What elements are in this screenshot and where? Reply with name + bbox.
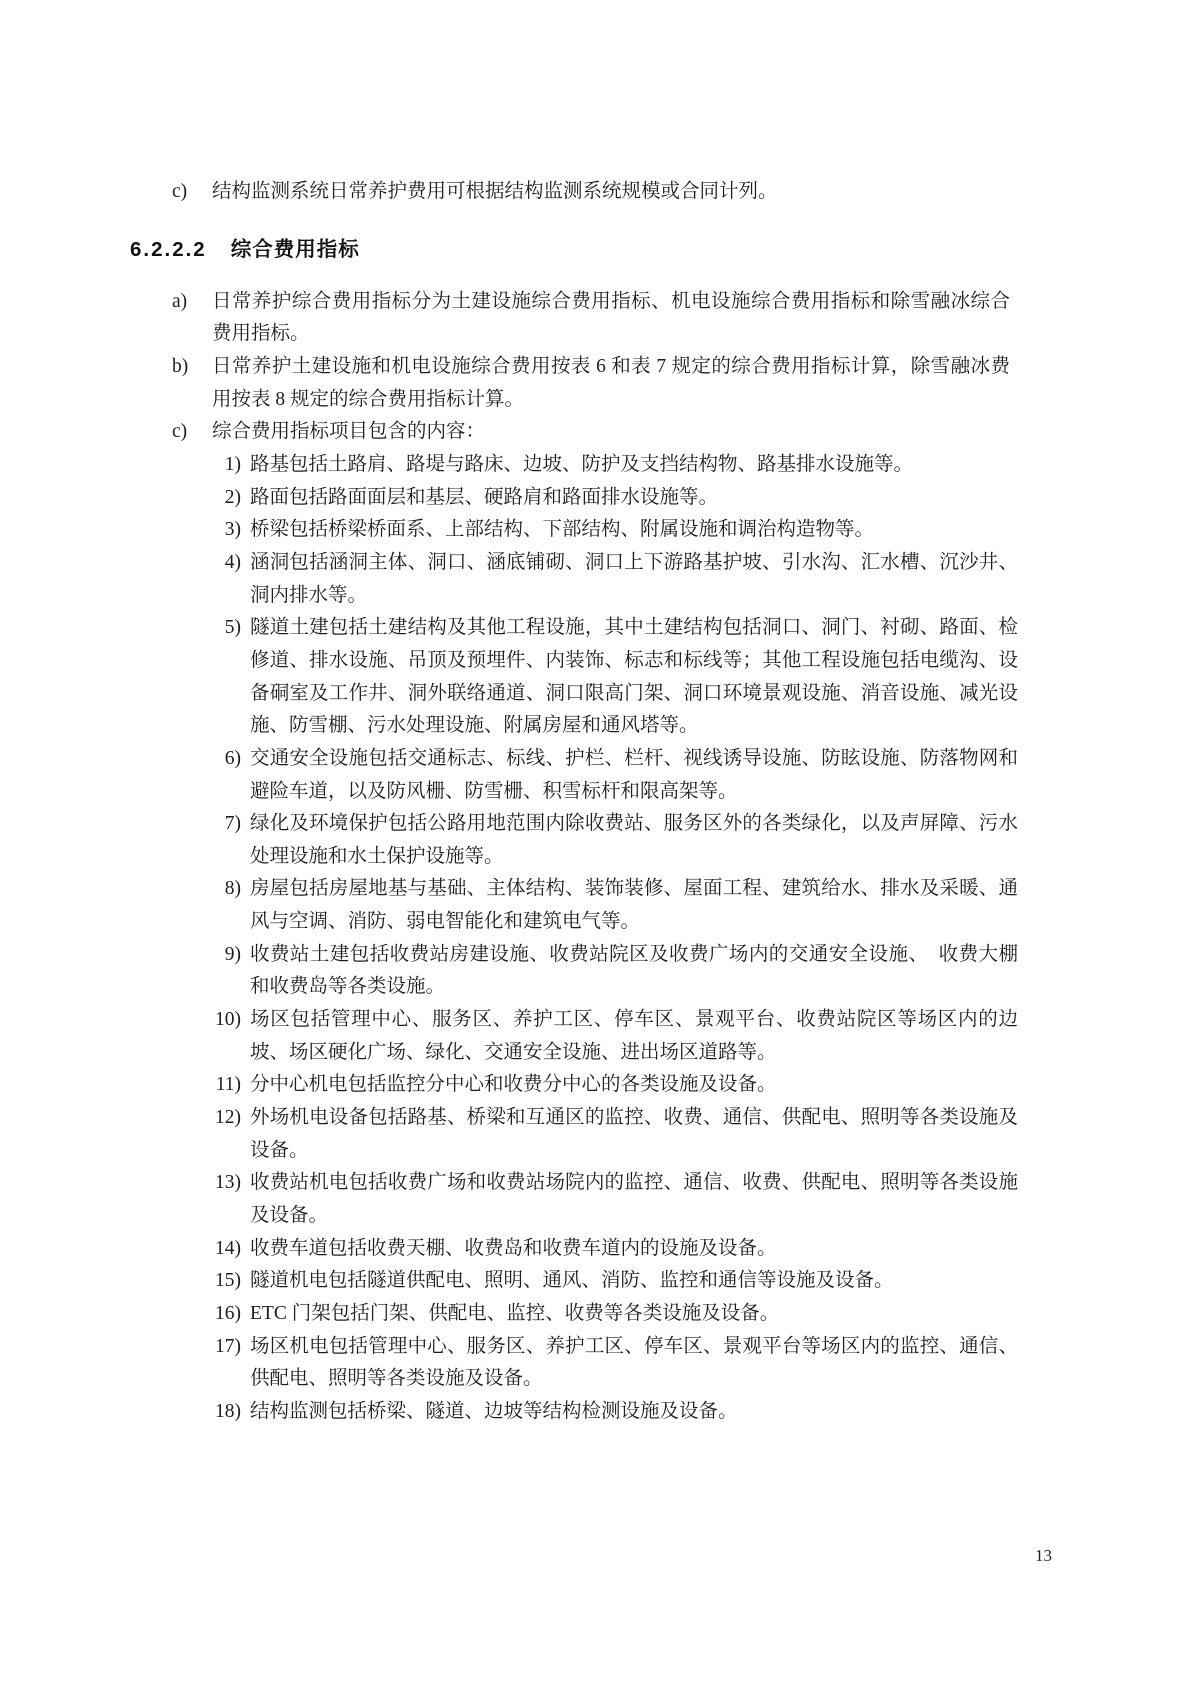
- list-item-text: 隧道机电包括隧道供配电、照明、通风、消防、监控和通信等设施及设备。: [250, 1270, 894, 1292]
- list-item-text: 场区包括管理中心、服务区、养护工区、停车区、景观平台、收费站院区等场区内的边坡、场区硬化广场、绿化、交通安全设施、进出场区道路等。: [250, 1009, 1018, 1063]
- list-item-text: 收费车道包括收费天棚、收费岛和收费车道内的设施及设备。: [250, 1237, 777, 1259]
- list-item-label: c): [172, 421, 188, 443]
- page-number: 13: [1035, 1546, 1052, 1565]
- list-item-text: 路基包括土路肩、路堤与路床、边坡、防护及支挡结构物、路基排水设施等。: [250, 453, 914, 475]
- list-item-label: 3): [224, 519, 241, 541]
- list-item-label: 1): [224, 453, 241, 475]
- list-item-text: 日常养护综合费用指标分为土建设施综合费用指标、机电设施综合费用指标和除雪融冰综合费用指标。: [212, 290, 1010, 345]
- list-item-label: 14): [215, 1237, 241, 1259]
- list-item-label: 4): [224, 551, 241, 573]
- list-item-label: 6): [224, 747, 241, 769]
- list-item-9: [0, 939, 1190, 1004]
- list-item-text: 外场机电设备包括路基、桥梁和互通区的监控、收费、通信、供配电、照明等各类设施及设备。: [250, 1107, 1018, 1161]
- list-item-label: 11): [215, 1074, 241, 1096]
- list-item-label: 8): [224, 878, 241, 900]
- list-item-label: b): [172, 355, 189, 377]
- list-item-14: [0, 1233, 1190, 1266]
- list-item-text: 桥梁包括桥梁桥面系、上部结构、下部结构、附属设施和调治构造物等。: [250, 519, 875, 541]
- list-item-text: 分中心机电包括监控分中心和收费分中心的各类设施及设备。: [250, 1074, 777, 1096]
- list-item-label: c): [172, 181, 188, 202]
- list-item-intro-c: [0, 176, 1190, 209]
- section-number: 6.2.2.2: [130, 237, 207, 261]
- list-item-text: ETC 门架包括门架、供配电、监控、收费等各类设施及设备。: [250, 1303, 780, 1324]
- list-item-text: 结构监测包括桥梁、隧道、边坡等结构检测设施及设备。: [250, 1400, 738, 1422]
- list-item-a: [0, 286, 1190, 351]
- list-item-17: [0, 1331, 1190, 1396]
- list-item-3: [0, 514, 1190, 547]
- list-item-text: 路面包括路面面层和基层、硬路肩和路面排水设施等。: [250, 486, 719, 508]
- list-item-label: 9): [224, 943, 241, 965]
- list-item-text: 日常养护土建设施和机电设施综合费用按表 6 和表 7 规定的综合费用指标计算，除雪融冰费用按表 8 规定的综合费用指标计算。: [212, 355, 1010, 410]
- list-item-label: 2): [224, 486, 241, 508]
- section-title: 综合费用指标: [230, 237, 360, 261]
- list-item-text: 场区机电包括管理中心、服务区、养护工区、停车区、景观平台等场区内的监控、通信、供配电、照明等各类设施及设备。: [250, 1335, 1018, 1390]
- page-content: [0, 176, 1190, 1429]
- list-item-7: [0, 808, 1190, 873]
- list-item-text: 收费站机电包括收费广场和收费站场院内的监控、通信、收费、供配电、照明等各类设施及设备。: [250, 1172, 1018, 1227]
- list-item-text: 结构监测系统日常养护费用可根据结构监测系统规模或合同计列。: [212, 181, 778, 202]
- list-item-label: 15): [215, 1270, 241, 1292]
- list-item-text: 隧道土建包括土建结构及其他工程设施，其中土建结构包括洞口、洞门、衬砌、路面、检修道、排水设施、吊顶及预埋件、内装饰、标志和标线等；其他工程设施包括电缆沟、设备硐室及工作井、洞外联络通道、洞口限高门架、洞口环境景观设施、消音设施、减光设施、防雪棚、污水处理设施、附属房屋和通风塔等。: [250, 617, 1018, 737]
- list-item-label: 13): [215, 1172, 241, 1194]
- list-item-text: 涵洞包括涵洞主体、洞口、涵底铺砌、洞口上下游路基护坡、引水沟、汇水槽、沉沙井、洞内排水等。: [250, 551, 1018, 606]
- list-item-text: 绿化及环境保护包括公路用地范围内除收费站、服务区外的各类绿化，以及声屏障、污水处理设施和水土保护设施等。: [250, 813, 1018, 867]
- list-item-b: [0, 351, 1190, 416]
- list-item-15: [0, 1265, 1190, 1298]
- list-item-1: [0, 449, 1190, 482]
- list-item-c: [0, 416, 1190, 449]
- list-item-label: a): [172, 290, 188, 312]
- section-heading: [130, 233, 1190, 267]
- list-item-text: 房屋包括房屋地基与基础、主体结构、装饰装修、屋面工程、建筑给水、排水及采暖、通风与空调、消防、弱电智能化和建筑电气等。: [250, 878, 1018, 933]
- list-item-label: 5): [224, 617, 241, 639]
- list-item-4: [0, 547, 1190, 612]
- list-item-2: [0, 482, 1190, 515]
- list-item-label: 7): [224, 813, 241, 835]
- list-item-label: 16): [215, 1303, 241, 1324]
- list-item-5: [0, 612, 1190, 743]
- list-item-16: [0, 1298, 1190, 1331]
- list-item-6: [0, 743, 1190, 808]
- list-item-label: 12): [215, 1107, 241, 1129]
- list-item-text: 交通安全设施包括交通标志、标线、护栏、栏杆、视线诱导设施、防眩设施、防落物网和避险车道，以及防风栅、防雪栅、积雪标杆和限高架等。: [250, 747, 1018, 802]
- list-item-13: [0, 1167, 1190, 1232]
- list-item-label: 17): [215, 1335, 241, 1357]
- list-item-text: 综合费用指标项目包含的内容：: [212, 421, 486, 443]
- list-item-10: [0, 1004, 1190, 1069]
- list-item-label: 10): [215, 1009, 241, 1031]
- list-item-12: [0, 1102, 1190, 1167]
- list-item-text: 收费站土建包括收费站房建设施、收费站院区及收费广场内的交通安全设施、 收费大棚和收费岛等各类设施。: [250, 943, 1018, 998]
- list-item-11: [0, 1069, 1190, 1102]
- list-item-18: [0, 1396, 1190, 1429]
- list-item-label: 18): [215, 1400, 241, 1422]
- list-item-8: [0, 873, 1190, 938]
